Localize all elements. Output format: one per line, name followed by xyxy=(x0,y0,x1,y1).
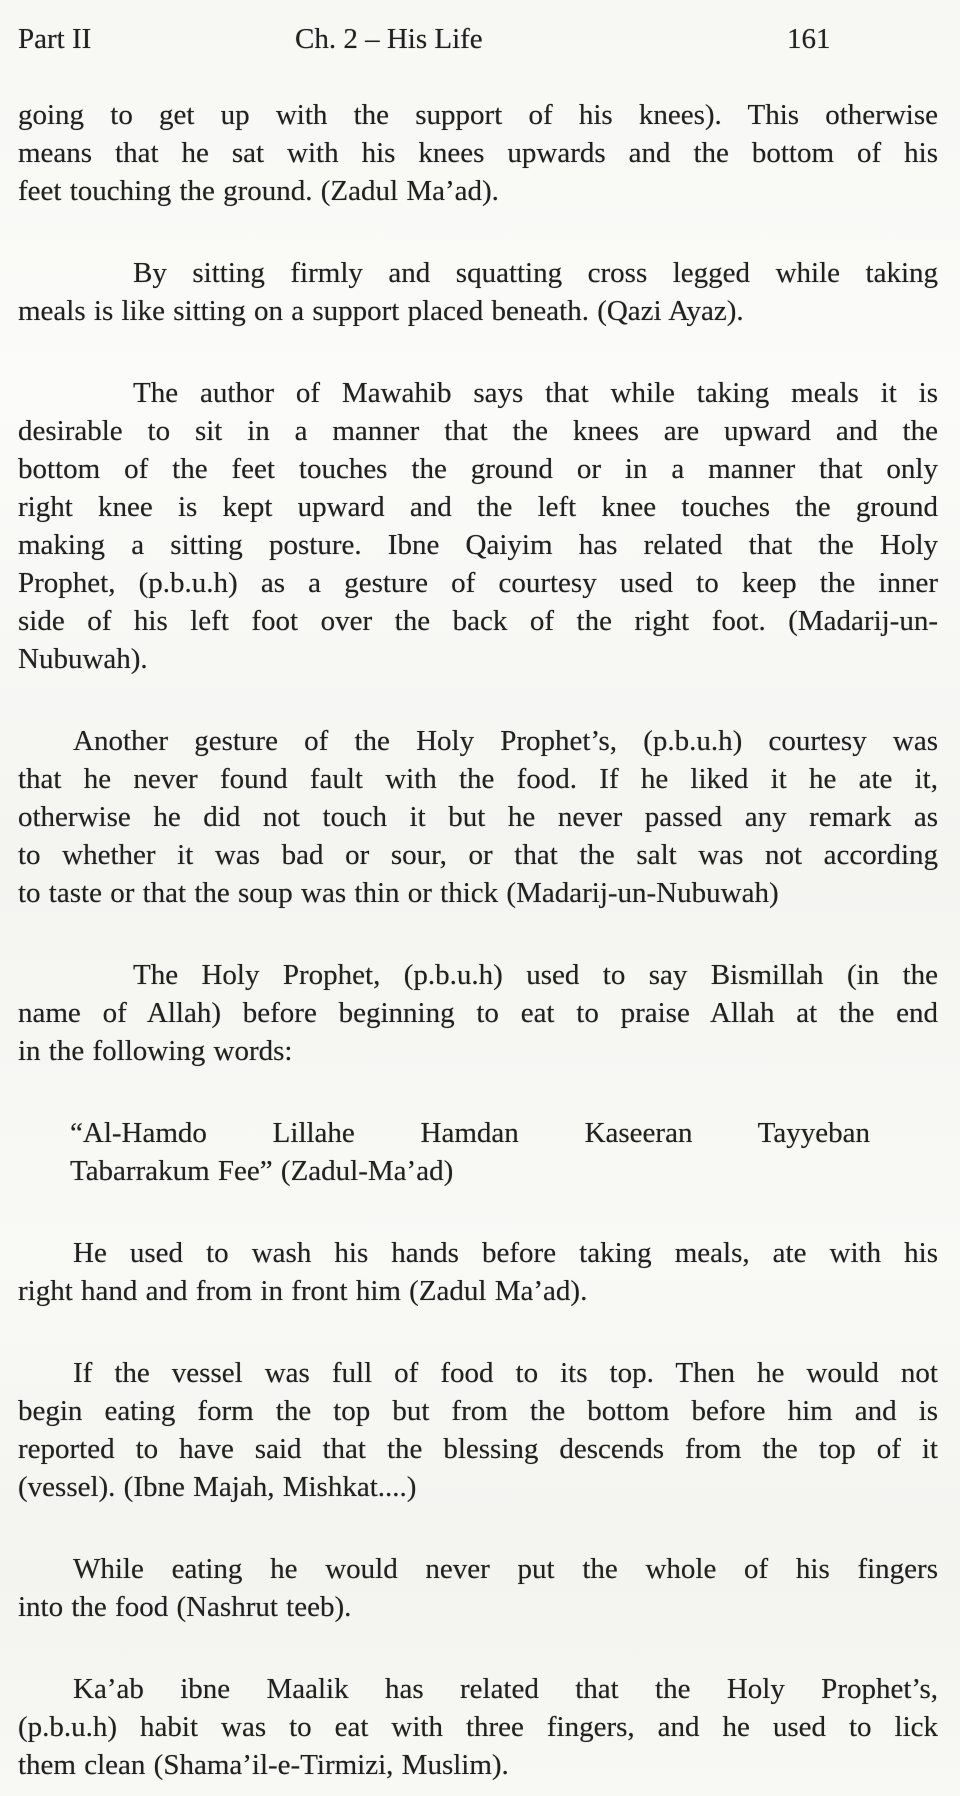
text-line: Tabarrakum Fee” (Zadul-Ma’ad) xyxy=(70,1155,454,1187)
text-line: otherwise he did not touch it but he never passed any remark as xyxy=(18,801,938,833)
text-line: begin eating form the top but from the bottom before him and is xyxy=(18,1395,938,1427)
text-line: to whether it was bad or sour, or that the salt was not according xyxy=(18,839,938,871)
header-part-label: Part II xyxy=(18,23,92,55)
text-line: Another gesture of the Holy Prophet’s, (p.b.u.h) courtesy was xyxy=(73,725,938,757)
text-line: The author of Mawahib says that while taking meals it is xyxy=(133,377,938,409)
header-chapter-title: Ch. 2 – His Life xyxy=(295,23,483,55)
text-line: While eating he would never put the whole of his fingers xyxy=(73,1553,938,1585)
paragraph xyxy=(18,722,938,912)
text-line: meals is like sitting on a support placed beneath. (Qazi Ayaz). xyxy=(18,295,744,327)
text-line: The Holy Prophet, (p.b.u.h) used to say Bismillah (in the xyxy=(133,959,938,991)
page-body xyxy=(18,96,938,1784)
text-line: right hand and from in front him (Zadul Ma’ad). xyxy=(18,1275,588,1307)
paragraph xyxy=(18,1670,938,1784)
text-line: in the following words: xyxy=(18,1035,293,1067)
text-line: bottom of the feet touches the ground or in a manner that only xyxy=(18,453,938,485)
text-line: right knee is kept upward and the left knee touches the ground xyxy=(18,491,938,523)
text-line: Ka’ab ibne Maalik has related that the Holy Prophet’s, xyxy=(73,1673,938,1705)
text-line: If the vessel was full of food to its top. Then he would not xyxy=(73,1357,938,1389)
text-line: He used to wash his hands before taking meals, ate with his xyxy=(73,1237,938,1269)
text-line: By sitting firmly and squatting cross legged while taking xyxy=(133,257,938,289)
paragraph xyxy=(18,1354,938,1506)
text-line: into the food (Nashrut teeb). xyxy=(18,1591,352,1623)
text-line: (vessel). (Ibne Majah, Mishkat....) xyxy=(18,1471,417,1503)
paragraph xyxy=(18,374,938,678)
text-line: to taste or that the soup was thin or thick (Madarij-un-Nubuwah) xyxy=(18,877,779,909)
text-line: desirable to sit in a manner that the knees are upward and the xyxy=(18,415,938,447)
text-line: (p.b.u.h) habit was to eat with three fingers, and he used to lick xyxy=(18,1711,938,1743)
text-line: that he never found fault with the food. If he liked it he ate it, xyxy=(18,763,938,795)
page-number: 161 xyxy=(787,23,831,55)
paragraph xyxy=(18,96,938,210)
text-line: Prophet, (p.b.u.h) as a gesture of courtesy used to keep the inner xyxy=(18,567,938,599)
text-line: “Al-Hamdo Lillahe Hamdan Kaseeran Tayyeban xyxy=(70,1117,870,1149)
text-line: Nubuwah). xyxy=(18,643,148,675)
text-line: making a sitting posture. Ibne Qaiyim has related that the Holy xyxy=(18,529,938,561)
text-line: going to get up with the support of his knees). This otherwise xyxy=(18,99,938,131)
paragraph xyxy=(18,254,938,330)
text-line: side of his left foot over the back of the right foot. (Madarij-un- xyxy=(18,605,938,637)
text-line: feet touching the ground. (Zadul Ma’ad). xyxy=(18,175,499,207)
text-line: them clean (Shama’il-e-Tirmizi, Muslim). xyxy=(18,1749,509,1781)
text-line: means that he sat with his knees upwards and the bottom of his xyxy=(18,137,938,169)
page-header xyxy=(18,20,938,58)
paragraph xyxy=(18,1234,938,1310)
quote-paragraph xyxy=(70,1114,870,1190)
paragraph xyxy=(18,956,938,1070)
text-line: reported to have said that the blessing descends from the top of it xyxy=(18,1433,938,1465)
paragraph xyxy=(18,1550,938,1626)
text-line: name of Allah) before beginning to eat to praise Allah at the end xyxy=(18,997,938,1029)
